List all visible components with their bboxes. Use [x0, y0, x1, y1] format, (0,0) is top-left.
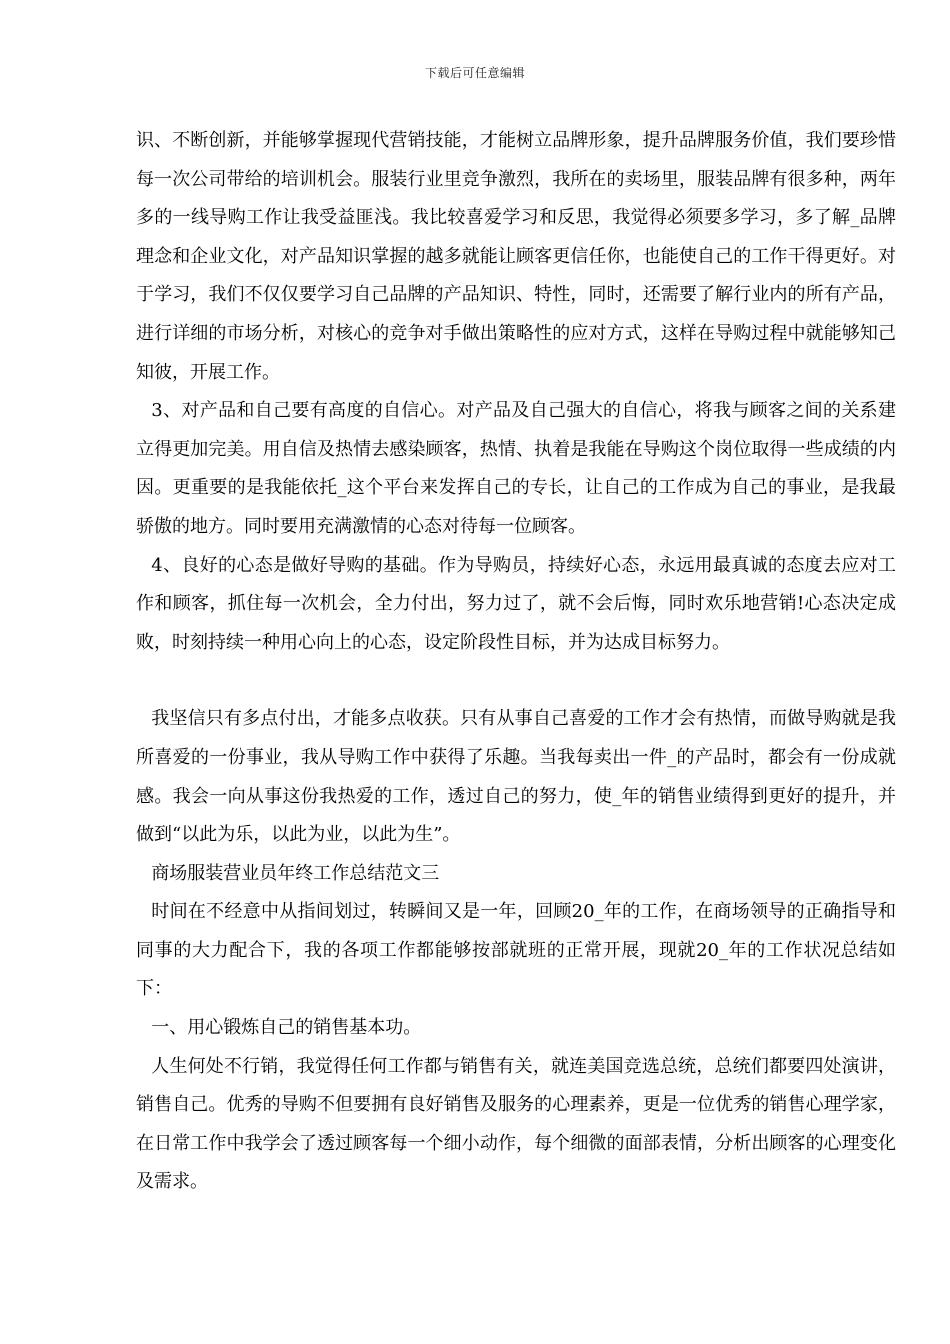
paragraph-point-4: 4、良好的心态是做好导购的基础。作为导购员，持续好心态，永远用最真诚的态度去应对工作和顾客，抓住每一次机会，全力付出，努力过了，就不会后悔，同时欢乐地营销!心态决定成败，时刻持续一种用心向上的心态，设定阶段性目标，并为达成目标努力。: [136, 554, 896, 653]
paragraph-point-3: 3、对产品和自己要有高度的自信心。对产品及自己强大的自信心，将我与顾客之间的关系建立得更加完美。用自信及热情去感染顾客，热情、执着是我能在导购这个岗位取得一些成绩的内因。更重要的是我能依托_这个平台来发挥自己的专长，让自己的工作成为自己的事业，是我最骄傲的地方。同时要用充满激情的心态对待每一位顾客。: [136, 400, 896, 537]
paragraph-sales-skills: 人生何处不行销，我觉得任何工作都与销售有关，就连美国竞选总统，总统们都要四处演讲，销售自己。优秀的导购不但要拥有良好销售及服务的心理素养，更是一位优秀的销售心理学家，在日常工作中我学会了透过顾客每一个细小动作，每个细微的面部表情，分析出顾客的心理变化及需求。: [136, 1055, 896, 1193]
paragraph-continuation: 识、不断创新，并能够掌握现代营销技能，才能树立品牌形象，提升品牌服务价值，我们要珍惜每一次公司带给的培训机会。服装行业里竞争激烈，我所在的卖场里，服装品牌有很多种，两年多的一线导购工作让我受益匪浅。我比较喜爱学习和反思，我觉得必须要多学习，多了解_品牌理念和企业文化，对产品知识掌握的越多就能让顾客更信任你，也能使自己的工作干得更好。对于学习，我们不仅仅要学习自己品牌的产品知识、特性，同时，还需要了解行业内的所有产品，进行详细的市场分析，对核心的竞争对手做出策略性的应对方式，这样在导购过程中就能够知己知彼，开展工作。: [136, 130, 896, 383]
document-body: [136, 122, 896, 1202]
paragraph-spacer: [136, 662, 896, 700]
paragraph-conclusion: 我坚信只有多点付出，才能多点收获。只有从事自己喜爱的工作才会有热情，而做导购就是我所喜爱的一份事业，我从导购工作中获得了乐趣。当我每卖出一件_的产品时，都会有一份成就感。我会一向从事这份我热爱的工作，透过自己的努力，使_年的销售业绩得到更好的提升，并做到“以此为乐，以此为业，以此为生”。: [136, 708, 896, 846]
page-header: 下载后可任意编辑: [424, 66, 525, 80]
section-heading-1: 一、用心锻炼自己的销售基本功。: [151, 1017, 422, 1039]
section-title: 商场服装营业员年终工作总结范文三: [151, 862, 440, 884]
paragraph-intro: 时间在不经意中从指间划过，转瞬间又是一年，回顾20_年的工作，在商场领导的正确指导和同事的大力配合下，我的各项工作都能够按部就班的正常开展，现就20_年的工作状况总结如下：: [136, 901, 896, 1000]
